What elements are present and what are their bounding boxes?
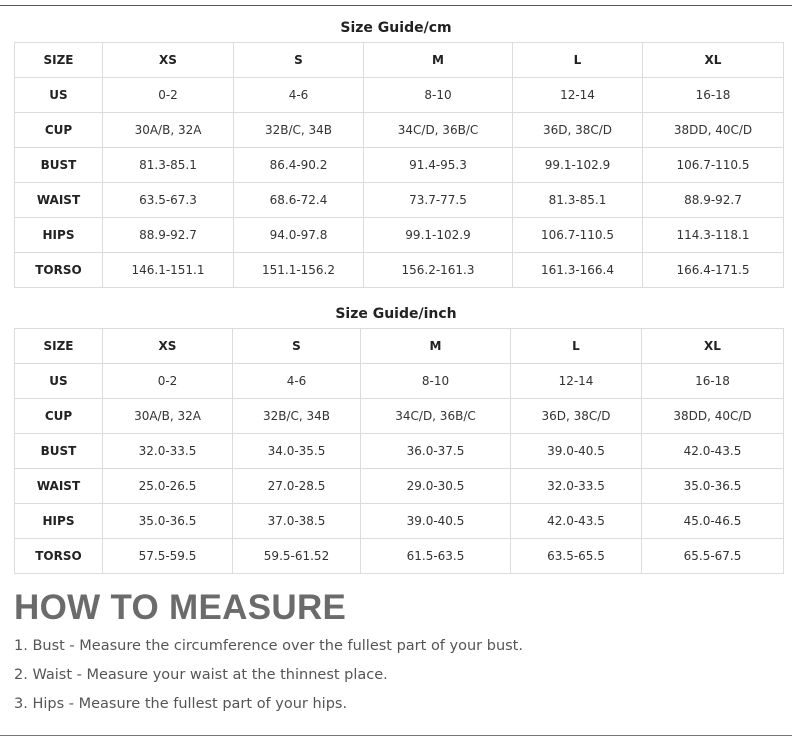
bottom-divider	[0, 735, 792, 736]
measure-step-waist: 2. Waist - Measure your waist at the thinnest place.	[14, 667, 388, 683]
table-cell: 32.0-33.5	[103, 434, 233, 469]
table-cell: 81.3-85.1	[513, 183, 643, 218]
table-cell: 99.1-102.9	[513, 148, 643, 183]
table-cell: 146.1-151.1	[103, 253, 234, 288]
header-cell: M	[361, 329, 511, 364]
table-cell: 35.0-36.5	[103, 504, 233, 539]
cm-size-table	[14, 42, 784, 288]
row-label: WAIST	[15, 469, 103, 504]
table-cell: 99.1-102.9	[364, 218, 513, 253]
table-cell: 0-2	[103, 364, 233, 399]
table-cell: 12-14	[513, 78, 643, 113]
table-cell: 37.0-38.5	[233, 504, 361, 539]
table-cell: 63.5-65.5	[511, 539, 642, 574]
row-label: HIPS	[15, 218, 103, 253]
table-cell: 38DD, 40C/D	[642, 399, 784, 434]
table-row	[15, 183, 784, 218]
row-label: BUST	[15, 148, 103, 183]
table-cell: 42.0-43.5	[511, 504, 642, 539]
table-cell: 8-10	[364, 78, 513, 113]
header-cell: XS	[103, 43, 234, 78]
table-cell: 39.0-40.5	[361, 504, 511, 539]
table-cell: 25.0-26.5	[103, 469, 233, 504]
table-cell: 16-18	[642, 364, 784, 399]
table-cell: 34C/D, 36B/C	[364, 113, 513, 148]
table-row	[15, 469, 784, 504]
row-label: TORSO	[15, 539, 103, 574]
table-cell: 57.5-59.5	[103, 539, 233, 574]
table-row	[15, 148, 784, 183]
table-cell: 38DD, 40C/D	[643, 113, 784, 148]
row-label: US	[15, 78, 103, 113]
header-cell: SIZE	[15, 329, 103, 364]
row-label: US	[15, 364, 103, 399]
table-cell: 59.5-61.52	[233, 539, 361, 574]
table-cell: 4-6	[233, 364, 361, 399]
table-row	[15, 78, 784, 113]
table-row	[15, 504, 784, 539]
header-cell: L	[513, 43, 643, 78]
table-cell: 114.3-118.1	[643, 218, 784, 253]
cm-table-title: Size Guide/cm	[340, 20, 452, 36]
table-cell: 88.9-92.7	[643, 183, 784, 218]
header-cell: XL	[643, 43, 784, 78]
row-label: BUST	[15, 434, 103, 469]
table-cell: 36D, 38C/D	[513, 113, 643, 148]
header-cell: XS	[103, 329, 233, 364]
how-to-measure-heading: HOW TO MEASURE	[14, 588, 347, 627]
table-cell: 32B/C, 34B	[233, 399, 361, 434]
row-label: WAIST	[15, 183, 103, 218]
table-cell: 151.1-156.2	[234, 253, 364, 288]
measure-step-hips: 3. Hips - Measure the fullest part of your hips.	[14, 696, 348, 712]
table-cell: 12-14	[511, 364, 642, 399]
table-header-row	[15, 329, 784, 364]
table-header-row	[15, 43, 784, 78]
table-row	[15, 539, 784, 574]
table-cell: 32.0-33.5	[511, 469, 642, 504]
table-cell: 39.0-40.5	[511, 434, 642, 469]
header-cell: M	[364, 43, 513, 78]
inch-table-title: Size Guide/inch	[335, 306, 457, 322]
header-cell: S	[234, 43, 364, 78]
table-row	[15, 218, 784, 253]
table-cell: 65.5-67.5	[642, 539, 784, 574]
measure-step-bust: 1. Bust - Measure the circumference over the fullest part of your bust.	[14, 638, 523, 654]
header-cell: S	[233, 329, 361, 364]
row-label: TORSO	[15, 253, 103, 288]
table-cell: 8-10	[361, 364, 511, 399]
table-cell: 91.4-95.3	[364, 148, 513, 183]
table-row	[15, 113, 784, 148]
table-cell: 42.0-43.5	[642, 434, 784, 469]
table-row	[15, 434, 784, 469]
row-label: CUP	[15, 399, 103, 434]
table-cell: 106.7-110.5	[513, 218, 643, 253]
table-cell: 88.9-92.7	[103, 218, 234, 253]
table-cell: 63.5-67.3	[103, 183, 234, 218]
table-cell: 61.5-63.5	[361, 539, 511, 574]
inch-size-table	[14, 328, 784, 574]
table-cell: 34C/D, 36B/C	[361, 399, 511, 434]
table-cell: 106.7-110.5	[643, 148, 784, 183]
table-cell: 16-18	[643, 78, 784, 113]
table-cell: 156.2-161.3	[364, 253, 513, 288]
header-cell: L	[511, 329, 642, 364]
header-cell: SIZE	[15, 43, 103, 78]
table-cell: 68.6-72.4	[234, 183, 364, 218]
row-label: CUP	[15, 113, 103, 148]
table-cell: 30A/B, 32A	[103, 399, 233, 434]
table-cell: 0-2	[103, 78, 234, 113]
table-cell: 32B/C, 34B	[234, 113, 364, 148]
table-cell: 30A/B, 32A	[103, 113, 234, 148]
row-label: HIPS	[15, 504, 103, 539]
table-cell: 86.4-90.2	[234, 148, 364, 183]
table-cell: 94.0-97.8	[234, 218, 364, 253]
table-cell: 34.0-35.5	[233, 434, 361, 469]
header-cell: XL	[642, 329, 784, 364]
table-cell: 161.3-166.4	[513, 253, 643, 288]
table-cell: 35.0-36.5	[642, 469, 784, 504]
table-row	[15, 253, 784, 288]
table-cell: 36.0-37.5	[361, 434, 511, 469]
table-cell: 27.0-28.5	[233, 469, 361, 504]
table-cell: 73.7-77.5	[364, 183, 513, 218]
top-divider	[0, 5, 792, 6]
table-row	[15, 364, 784, 399]
table-cell: 36D, 38C/D	[511, 399, 642, 434]
table-cell: 81.3-85.1	[103, 148, 234, 183]
table-cell: 29.0-30.5	[361, 469, 511, 504]
table-row	[15, 399, 784, 434]
table-cell: 45.0-46.5	[642, 504, 784, 539]
table-cell: 166.4-171.5	[643, 253, 784, 288]
table-cell: 4-6	[234, 78, 364, 113]
